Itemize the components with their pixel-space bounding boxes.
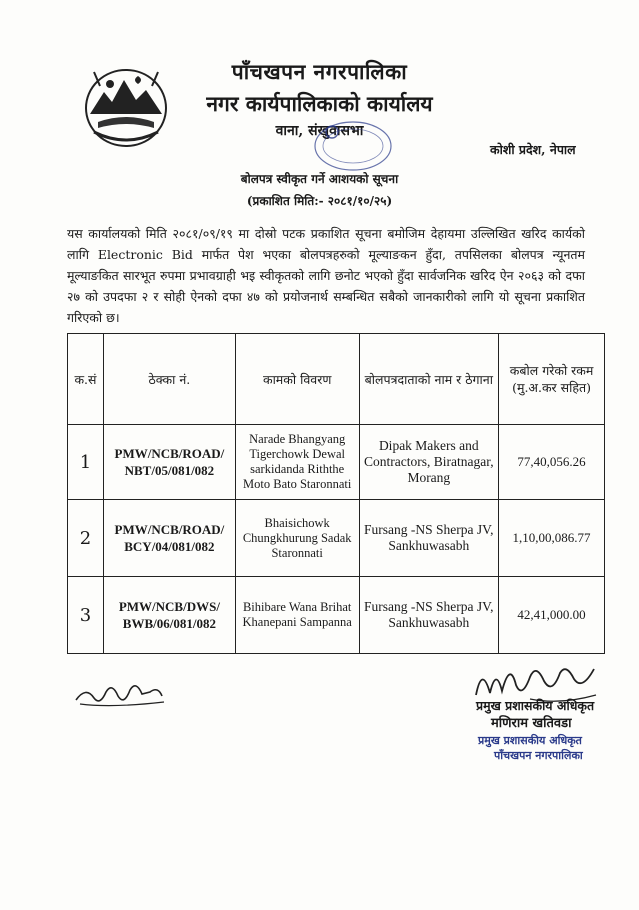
row-amount: 42,41,000.00 [499, 577, 605, 654]
office-name: नगर कार्यपालिकाको कार्यालय [206, 91, 433, 116]
province-label: कोशी प्रदेश, नेपाल [490, 142, 576, 157]
row-work-description: Bhaisichowk Chungkhurung Sadak Staronnati [235, 500, 359, 577]
row-sn: 3 [68, 577, 104, 654]
row-contract-no: PMW/NCB/ROAD/ NBT/05/081/082 [103, 425, 235, 500]
row-bidder: Fursang -NS Sherpa JV, Sankhuwasabh [359, 500, 499, 577]
header-work-description: कामको विवरण [235, 334, 359, 425]
header-sn: क.सं [68, 334, 104, 425]
header-bidder: बोलपत्रदाताको नाम र ठेगाना [359, 334, 499, 425]
header-contract-no: ठेक्का नं. [103, 334, 235, 425]
published-date: (प्रकाशित मिति:- २०८१/१०/२५) [246, 194, 393, 208]
signatory-stamp-designation: प्रमुख प्रशासकीय अधिकृत [478, 734, 582, 747]
notice-body: यस कार्यालयको मिति २०८१/०९/१९ मा दोस्रो पटक प्रकाशित सूचना बमोजिम देहायमा उल्लिखित खरिद कार्यको लागि Electronic Bid मार्फत पेश भएका बोलपत्रहरुको मूल्याङकन हुँदा, तपसिलका बोलपत्र न्यूनतम मूल्याङकित सारभूत रुपमा प्रभावग्राही भइ स्वीकृतको लागि छनोट भएको हुँदा सार्वजनिक खरिद ऐन २०६३ को दफा २७ को उपदफा २ र सोही ऐनको दफा ४७ को प्रयोजनार्थ सम्बन्धित सबैको जानकारीको लागि यो सूचना प्रकाशित गरिएको छ। [67, 226, 585, 325]
table-row [68, 425, 605, 500]
municipality-name: पाँचखपन नगरपालिका [231, 59, 408, 84]
row-work-description: Narade Bhangyang Tigerchowk Dewal sarkidanda Riththe Moto Bato Staronnati [235, 425, 359, 500]
row-bidder: Fursang -NS Sherpa JV, Sankhuwasabh [359, 577, 499, 654]
office-address: वाना, संखुवासभा [275, 123, 364, 139]
table-row [68, 577, 605, 654]
row-amount: 77,40,056.26 [499, 425, 605, 500]
bid-acceptance-table [67, 333, 605, 654]
row-work-description: Bihibare Wana Brihat Khanepani Sampanna [235, 577, 359, 654]
office-stamp [308, 118, 398, 174]
signatory-stamp-office: पाँचखपन नगरपालिका [494, 749, 583, 762]
row-contract-no: PMW/NCB/DWS/ BWB/06/081/082 [103, 577, 235, 654]
row-sn: 1 [68, 425, 104, 500]
table-header-row [68, 334, 605, 425]
signatory-name: मणिराम खतिवडा [491, 716, 572, 731]
table-row [68, 500, 605, 577]
row-contract-no: PMW/NCB/ROAD/ BCY/04/081/082 [103, 500, 235, 577]
signatory-designation: प्रमुख प्रशासकीय अधिकृत [476, 698, 595, 713]
handwritten-signature-left [72, 672, 172, 712]
row-amount: 1,10,00,086.77 [499, 500, 605, 577]
header-bid-amount: कबोल गरेको रकम (मु.अ.कर सहित) [499, 334, 605, 425]
notice-subject: बोलपत्र स्वीकृत गर्ने आशयको सूचना [240, 172, 399, 186]
row-bidder: Dipak Makers and Contractors, Biratnagar, Morang [359, 425, 499, 500]
row-sn: 2 [68, 500, 104, 577]
